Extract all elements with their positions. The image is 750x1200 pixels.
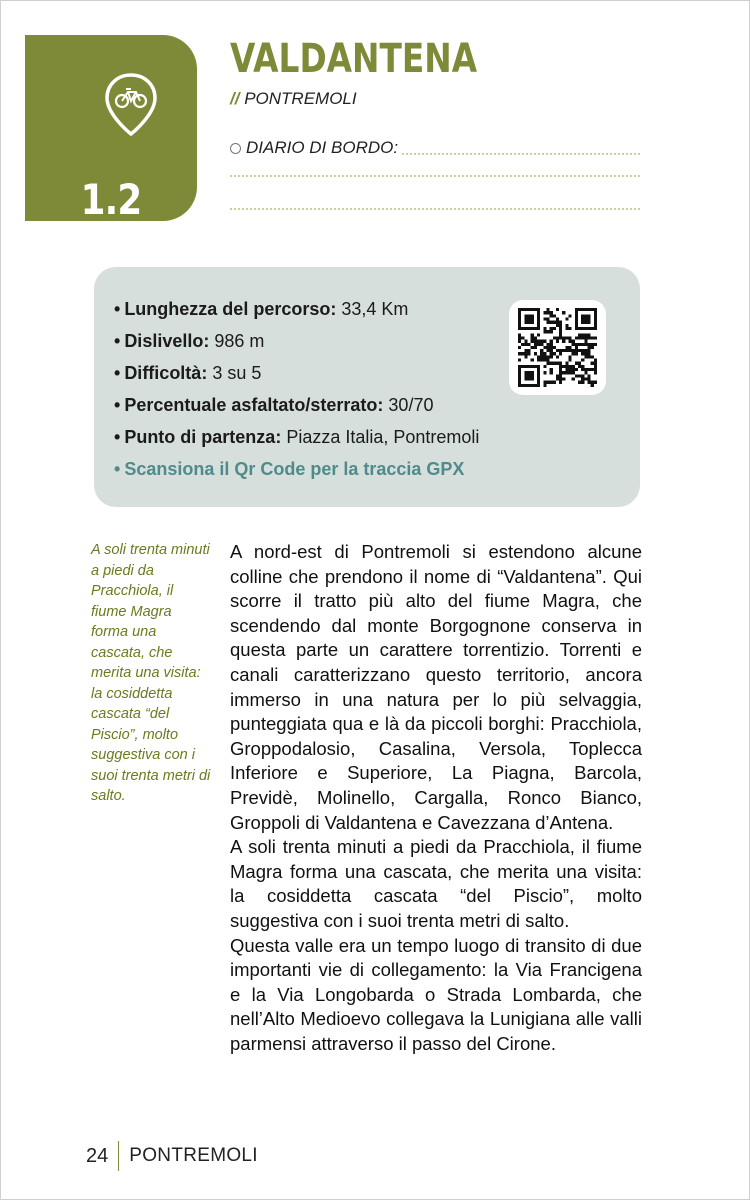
page-title: VALDANTENA <box>230 36 478 82</box>
body-text <box>230 540 642 1056</box>
bicycle-pin-icon <box>103 72 159 138</box>
route-badge <box>25 35 197 224</box>
diary-line <box>230 175 640 177</box>
info-length: • Lunghezza del percorso: 33,4 Km <box>114 299 409 319</box>
diary-line <box>230 208 640 210</box>
info-difficulty: • Difficoltà: 3 su 5 <box>114 363 262 383</box>
route-number: 1.2 <box>80 175 142 224</box>
footer-section: PONTREMOLI <box>129 1145 258 1166</box>
info-elevation: • Dislivello: 986 m <box>114 331 265 351</box>
qr-code-card[interactable] <box>509 300 606 395</box>
qr-code[interactable] <box>518 308 597 387</box>
route-info-list <box>114 293 479 485</box>
diary-line <box>402 141 640 155</box>
diary-row <box>230 138 640 158</box>
sidenote: A soli trenta minuti a piedi da Pracchiola, il fiume Magra forma una cascata, che merita una visita: la cosiddetta cascata “del Piscio”, molto suggestiva con i suoi trenta metri di salto. <box>91 542 211 804</box>
body-paragraph: A nord-est di Pontremoli si estendono alcune colline che prendono il nome di “Valdantena”. Qui scorre il tratto più alto del fiume Magra, che scendendo dal monte Borgognone conserva in questa parte un carattere torrentizio. Torrenti e canali caratterizzano questo territorio, ancora immerso in una natura per lo più selvaggia, punteggiata qua e là da piccoli borghi: Pracchiola, Groppodalosio, Casalina, Versola, Toplecca Inferiore e Superiore, La Piagna, Barcola, Previdè, Molinello, Cargalla, Ronco Bianco, Groppoli di Valdantena e Cavezzana d’Antena. <box>230 541 642 833</box>
footer-divider <box>118 1141 119 1171</box>
slash-separator: // <box>230 89 240 108</box>
body-paragraph: A soli trenta minuti a piedi da Pracchiola, il fiume Magra forma una cascata, che merita una visita: la cosiddetta cascata “del Piscio”, molto suggestiva con i suoi trenta metri di salto. <box>230 836 642 931</box>
page-number: 24 <box>86 1144 109 1167</box>
diary-label: DIARIO DI BORDO: <box>246 138 399 157</box>
info-start: • Punto di partenza: Piazza Italia, Pontremoli <box>114 427 480 447</box>
town-name: PONTREMOLI <box>244 89 357 108</box>
route-info-box <box>94 267 640 507</box>
gpx-note: • Scansiona il Qr Code per la traccia GPX <box>114 459 465 479</box>
info-surface: • Percentuale asfaltato/sterrato: 30/70 <box>114 395 434 415</box>
circle-icon <box>230 143 241 154</box>
town-subtitle <box>230 89 357 109</box>
body-paragraph: Questa valle era un tempo luogo di transito di due importanti vie di collegamento: la Via Francigena e la Via Longobarda o Strada Lombarda, che nell’Alto Medioevo collegava la Lunigiana alle valli parmensi attraverso il passo del Cirone. <box>230 934 642 1054</box>
page-footer <box>86 1141 258 1171</box>
